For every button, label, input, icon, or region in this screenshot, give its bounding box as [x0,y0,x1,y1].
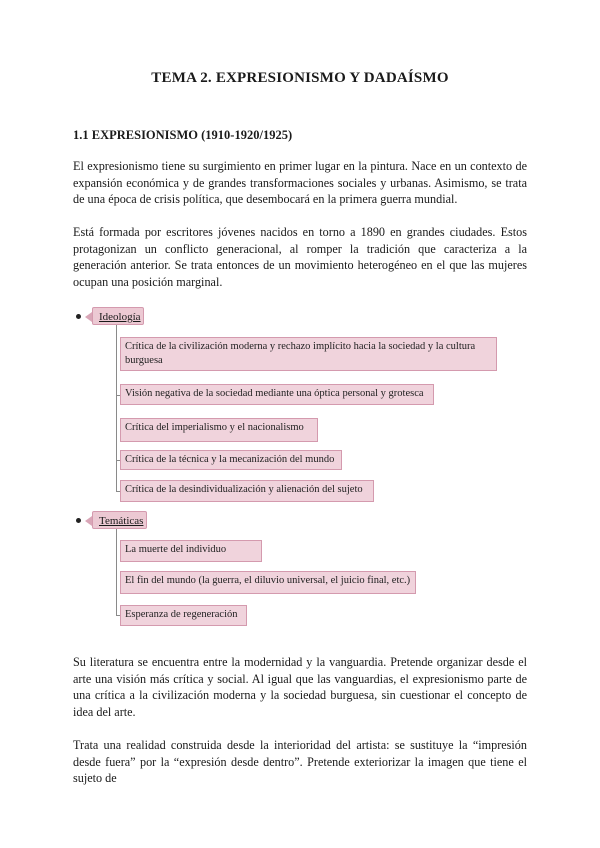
ideologia-item-1: Crítica de la civilización moderna y rechazo implícito hacia la sociedad y la cultura burguesa [120,337,497,371]
bullet-dot-ideologia [76,314,81,319]
connector-line-ideologia [116,325,117,491]
paragraph-1: El expresionismo tiene su surgimiento en primer lugar en la pintura. Nace en un contexto de expansión económica y de grandes transformaciones sociales y urbanas. Asimismo, se trata de una época de crisis política, que desembocará en la primera guerra mundial. [73,159,527,207]
section-heading: 1.1 EXPRESIONISMO (1910-1920/1925) [73,128,293,142]
connector-line-tematicas [116,529,117,615]
tematicas-item-2: El fin del mundo (la guerra, el diluvio universal, el juicio final, etc.) [120,571,416,594]
ideologia-item-2: Visión negativa de la sociedad mediante una óptica personal y grotesca [120,384,434,405]
page-title: TEMA 2. EXPRESIONISMO Y DADAÍSMO [151,70,449,86]
ideologia-item-4: Crítica de la técnica y la mecanización del mundo [120,450,342,470]
tematicas-item-1: La muerte del individuo [120,540,262,562]
ideologia-item-3: Crítica del imperialismo y el nacionalismo [120,418,318,442]
bullet-label-ideologia: Ideología [92,307,144,325]
bullet-dot-tematicas [76,518,81,523]
bullet-label-tematicas: Temáticas [92,511,147,529]
paragraph-4: Trata una realidad construida desde la interioridad del artista: se sustituye la “impresión desde fuera” por la “expresión desde dentro”. Pretende exteriorizar la imagen que tiene el sujeto de [73,738,527,786]
paragraph-3: Su literatura se encuentra entre la modernidad y la vanguardia. Pretende organizar desde el arte una visión más crítica y social. Al igual que las vanguardias, el expresionismo parte de una crítica a la civilización moderna y la sociedad burguesa, sin cuestionar el concepto de idea del arte. [73,655,527,719]
tematicas-item-3: Esperanza de regeneración [120,605,247,626]
paragraph-2: Está formada por escritores jóvenes nacidos en torno a 1890 en grandes ciudades. Estos protagonizan un conflicto generacional, al romper la tradición que caracteriza a la generación anterior. Se trata entonces de un movimiento heterogéneo en el que las mujeres ocupan una posición marginal. [73,225,527,289]
ideologia-item-5: Crítica de la desindividualización y alienación del sujeto [120,480,374,502]
